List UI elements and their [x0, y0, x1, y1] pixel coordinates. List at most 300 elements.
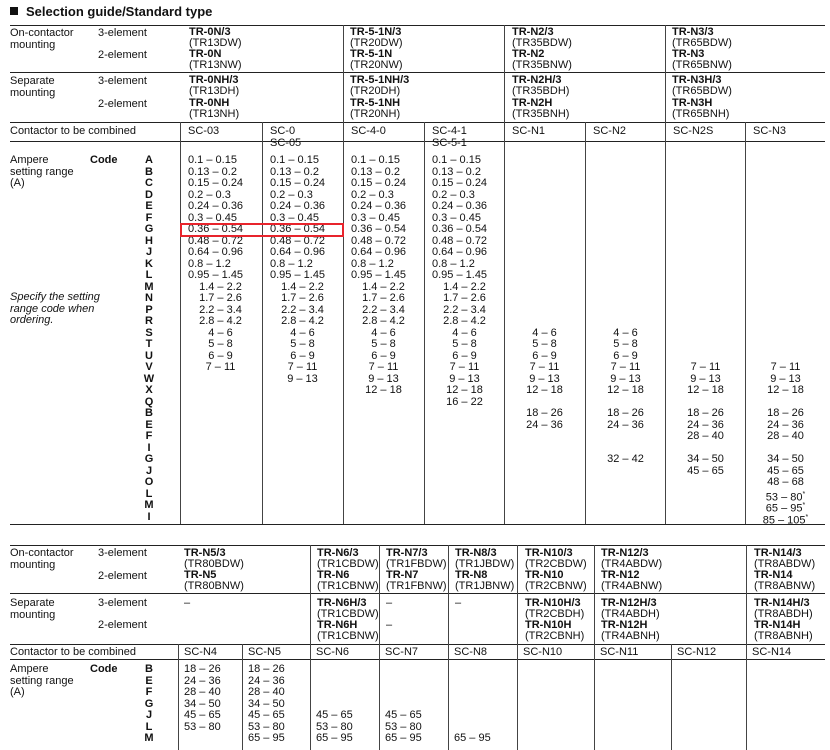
- setting-range-value: 1.4 – 2.2: [362, 280, 405, 293]
- setting-range-value: 24 – 36: [607, 418, 644, 431]
- setting-range-value: 0.64 – 0.96: [188, 246, 244, 258]
- model-number: TR-N14: [754, 569, 793, 581]
- setting-range-value: 0.36 – 0.54: [432, 223, 488, 235]
- setting-range-value: 6 – 9: [613, 349, 638, 362]
- setting-range-value: 12 – 18: [607, 384, 644, 396]
- contactor-name: SC-N5: [248, 646, 282, 658]
- setting-range-value: 34 – 50: [184, 697, 221, 710]
- model-code: (TR35BNH): [512, 108, 570, 120]
- setting-range-value: 0.8 – 1.2: [270, 257, 313, 270]
- model-number: TR-N14H: [754, 619, 801, 631]
- setting-range-value: 0.15 – 0.24: [432, 177, 488, 189]
- setting-range-value: 2.8 – 4.2: [281, 315, 324, 327]
- range-code: F: [145, 686, 153, 698]
- specify-note-line: Specify the setting: [10, 291, 100, 303]
- setting-range-value: 24 – 36: [184, 674, 221, 687]
- model-number: TR-5-1NH/3: [350, 74, 410, 86]
- setting-range-value: 0.1 – 0.15: [432, 154, 481, 166]
- contactor-name: SC-N12: [677, 646, 717, 658]
- setting-range-value: 0.15 – 0.24: [270, 177, 326, 189]
- setting-range-value: 24 – 36: [526, 418, 563, 431]
- model-code: (TR80BNW): [184, 580, 244, 592]
- model-code: (TR1JBNW): [455, 580, 515, 592]
- setting-range-value: 2.2 – 3.4: [362, 303, 405, 316]
- setting-range-value: 0.48 – 0.72: [270, 234, 326, 247]
- setting-range-value: 12 – 18: [767, 384, 804, 396]
- setting-range-value: 34 – 50: [767, 453, 804, 465]
- setting-range-value: 6 – 9: [290, 349, 315, 362]
- dash: –: [184, 597, 191, 609]
- setting-range-value: 18 – 26: [767, 407, 804, 419]
- setting-range-value: 0.1 – 0.15: [351, 154, 400, 166]
- range-code: H: [145, 234, 153, 247]
- setting-range-value: 0.1 – 0.15: [188, 154, 237, 166]
- range-code: O: [144, 476, 154, 488]
- setting-range-value: 0.36 – 0.54: [270, 223, 326, 235]
- dash: –: [386, 619, 393, 631]
- setting-range-value: 7 – 11: [287, 361, 318, 373]
- contactor-name: SC-N6: [316, 646, 350, 658]
- model-number: TR-N14H/3: [754, 597, 810, 609]
- setting-range-value: 9 – 13: [287, 372, 318, 385]
- model-code: (TR20NH): [350, 108, 401, 120]
- setting-range-value: 53 – 80: [248, 720, 285, 733]
- model-code: (TR20DW): [350, 37, 403, 49]
- ampere-label: [10, 664, 74, 699]
- two-element-label: 2-element: [98, 570, 147, 582]
- setting-range-value: 12 – 18: [446, 384, 483, 396]
- setting-range-value: 7 – 11: [368, 361, 399, 373]
- setting-range-value: 2.2 – 3.4: [443, 303, 486, 316]
- model-code: (TR13NW): [189, 59, 242, 71]
- setting-range-value: 0.36 – 0.54: [188, 223, 244, 235]
- range-code: S: [145, 326, 153, 339]
- setting-range-value: 7 – 11: [205, 361, 236, 373]
- model-code: (TR35BNW): [512, 59, 572, 71]
- setting-range-value: 65 – 95: [385, 732, 422, 744]
- ampere-label-line: (A): [10, 177, 25, 189]
- setting-range-value: 45 – 65: [385, 709, 422, 721]
- setting-range-value: 45 – 65: [184, 709, 221, 721]
- model-code: (TR1JBDW): [455, 558, 515, 570]
- column-divider: [448, 545, 449, 750]
- setting-range-value: 34 – 50: [687, 453, 724, 465]
- model-code: (TR20NW): [350, 59, 403, 71]
- model-number: TR-N3: [672, 48, 705, 60]
- model-number: TR-N10H: [525, 619, 572, 631]
- code-header: Code: [90, 663, 118, 675]
- separate-mounting-label-line: mounting: [10, 86, 56, 99]
- setting-range-value: 0.13 – 0.2: [188, 165, 237, 178]
- model-number: TR-N5: [184, 569, 217, 581]
- model-code: (TR1FBNW): [386, 580, 447, 592]
- setting-range-value: 0.24 – 0.36: [270, 200, 326, 212]
- setting-range-value: 53 – 80: [316, 720, 353, 733]
- model-number: TR-0NH/3: [189, 74, 239, 86]
- range-code: E: [145, 200, 153, 212]
- setting-range-value: 4 – 6: [290, 326, 315, 339]
- setting-range-value: 0.36 – 0.54: [351, 223, 407, 235]
- on-contactor-label: [10, 28, 74, 51]
- separate-mounting-label-line: Separate: [10, 75, 55, 87]
- model-number: TR-N3/3: [672, 26, 714, 38]
- model-code: (TR1CBDW): [317, 558, 379, 570]
- model-number: TR-N10H/3: [525, 597, 581, 609]
- range-code: A: [145, 154, 153, 166]
- footnote-marker: *: [802, 490, 806, 498]
- range-code: L: [145, 487, 153, 500]
- setting-range-value: 7 – 11: [770, 361, 801, 373]
- setting-range-value: 65 – 95: [454, 732, 491, 744]
- setting-range-value: 45 – 65: [316, 709, 353, 721]
- column-divider: [504, 25, 505, 524]
- range-code: G: [144, 453, 154, 465]
- separate-mounting-label-line: mounting: [10, 608, 56, 621]
- contactor-name: SC-4-1: [432, 125, 467, 137]
- setting-range-value: 0.95 – 1.45: [188, 269, 244, 281]
- setting-range-value: 6 – 9: [208, 349, 233, 362]
- column-divider: [310, 545, 311, 750]
- specify-note-line: ordering.: [10, 314, 54, 326]
- range-code: B: [145, 663, 153, 675]
- model-number: TR-N2H/3: [512, 74, 562, 86]
- model-code: (TR13DH): [189, 85, 240, 97]
- setting-range-value: 0.48 – 0.72: [432, 234, 488, 247]
- setting-range-value: 2.8 – 4.2: [199, 315, 242, 327]
- setting-range-value: 0.2 – 0.3: [351, 188, 394, 201]
- range-code: I: [147, 510, 151, 523]
- model-number: TR-N6/3: [317, 547, 359, 559]
- model-number: TR-N6H/3: [317, 597, 367, 609]
- setting-range-value: 0.1 – 0.15: [270, 154, 319, 166]
- setting-range-value: 18 – 26: [687, 407, 724, 419]
- contactor-name: SC-N11: [600, 646, 639, 658]
- setting-range-value: 0.48 – 0.72: [188, 234, 244, 247]
- contactor-combined-label: Contactor to be combined: [10, 646, 136, 658]
- model-number: TR-5-1NH: [350, 97, 401, 109]
- setting-range-value: 5 – 8: [371, 338, 396, 350]
- setting-range-value: 0.3 – 0.45: [188, 211, 237, 224]
- setting-range-value: 0.15 – 0.24: [188, 177, 244, 189]
- range-code: W: [143, 372, 155, 385]
- model-number: TR-N6H: [317, 619, 358, 631]
- on-contactor-label: [10, 548, 74, 571]
- model-number: TR-N3H/3: [672, 74, 722, 86]
- ampere-label-line: setting range: [10, 165, 74, 178]
- setting-range-value: 0.2 – 0.3: [270, 188, 313, 201]
- column-divider: [665, 25, 666, 524]
- range-code: P: [145, 303, 153, 316]
- model-code: (TR1CBDW): [317, 608, 379, 620]
- model-number: TR-N2/3: [512, 26, 554, 38]
- three-element-label: 3-element: [98, 27, 147, 39]
- setting-range-value: 18 – 26: [607, 407, 644, 419]
- model-number: TR-N2: [512, 48, 545, 60]
- setting-range-value: 85 – 105*: [762, 513, 809, 527]
- contactor-name: SC-N2: [593, 125, 627, 137]
- model-number: TR-N7/3: [386, 547, 428, 559]
- model-code: (TR8ABDW): [754, 558, 816, 570]
- contactor-name: SC-0: [270, 125, 296, 137]
- model-number: TR-0N: [189, 48, 222, 60]
- setting-range-value: 0.8 – 1.2: [351, 257, 394, 270]
- range-code: J: [145, 246, 153, 258]
- setting-range-value: 5 – 8: [452, 338, 477, 350]
- contactor-name: SC-N10: [523, 646, 563, 658]
- model-number: TR-5-1N: [350, 48, 393, 60]
- table-bottom-rule: [10, 524, 825, 525]
- model-code: (TR4ABNW): [601, 580, 663, 592]
- contactor-name: SC-N3: [753, 125, 787, 137]
- model-code: (TR2CBDW): [525, 558, 587, 570]
- setting-range-value: 16 – 22: [446, 395, 483, 408]
- model-code: (TR35BDH): [512, 85, 570, 97]
- setting-range-value: 0.13 – 0.2: [351, 165, 400, 178]
- range-code: C: [145, 177, 153, 189]
- model-code: (TR2CBNH): [525, 630, 585, 642]
- setting-range-value: 7 – 11: [610, 361, 641, 373]
- setting-range-value: 4 – 6: [208, 326, 233, 339]
- setting-range-value: 4 – 6: [613, 326, 638, 339]
- model-code: (TR13NH): [189, 108, 240, 120]
- model-number: TR-N12H/3: [601, 597, 657, 609]
- model-code: (TR13DW): [189, 37, 242, 49]
- model-number: TR-N14/3: [754, 547, 802, 559]
- setting-range-value: 2.8 – 4.2: [362, 315, 405, 327]
- range-code: G: [144, 697, 154, 710]
- model-number: TR-N12H: [601, 619, 648, 631]
- model-number: TR-N12: [601, 569, 640, 581]
- model-code: (TR8ABDH): [754, 608, 813, 620]
- range-code: M: [144, 732, 154, 744]
- setting-range-value: 1.7 – 2.6: [199, 292, 242, 304]
- range-code: M: [144, 280, 154, 293]
- table-rule: [10, 122, 825, 123]
- setting-range-value: 5 – 8: [532, 338, 557, 350]
- model-number: TR-N2H: [512, 97, 553, 109]
- model-code: (TR65BNH): [672, 108, 730, 120]
- contactor-name: SC-N7: [385, 646, 419, 658]
- model-code: (TR2CBNW): [525, 580, 587, 592]
- range-code: B: [145, 407, 153, 419]
- setting-range-value: 65 – 95*: [765, 502, 806, 515]
- setting-range-value: 18 – 26: [184, 663, 221, 675]
- ampere-label-line: (A): [10, 686, 25, 698]
- setting-range-value: 12 – 18: [365, 384, 402, 396]
- range-code: L: [145, 720, 153, 733]
- column-divider: [178, 644, 179, 750]
- three-element-label: 3-element: [98, 597, 147, 609]
- specify-note: [10, 292, 100, 327]
- range-code: Q: [144, 395, 154, 408]
- model-code: (TR65BDW): [672, 85, 732, 97]
- setting-range-value: 0.64 – 0.96: [432, 246, 488, 258]
- two-element-label: 2-element: [98, 49, 147, 61]
- setting-range-value: 0.24 – 0.36: [432, 200, 488, 212]
- model-code: (TR4ABNH): [601, 630, 660, 642]
- model-number: TR-N5/3: [184, 547, 226, 559]
- setting-range-value: 24 – 36: [248, 674, 285, 687]
- range-code: V: [145, 361, 153, 373]
- table-top-rule: [10, 545, 825, 546]
- contactor-combined-label: Contactor to be combined: [10, 125, 136, 137]
- setting-range-value: 0.64 – 0.96: [270, 246, 326, 258]
- contactor-name: SC-4-0: [351, 125, 386, 137]
- setting-range-value: 7 – 11: [690, 361, 721, 373]
- two-element-label: 2-element: [98, 619, 147, 631]
- setting-range-value: 28 – 40: [184, 686, 221, 698]
- model-code: (TR80BDW): [184, 558, 244, 570]
- setting-range-value: 0.13 – 0.2: [270, 165, 319, 178]
- model-number: TR-N6: [317, 569, 350, 581]
- model-code: (TR65BNW): [672, 59, 732, 71]
- model-number: TR-N8/3: [455, 547, 497, 559]
- on-contactor-label-line: On-contactor: [10, 27, 74, 39]
- table-rule: [10, 593, 825, 594]
- range-code: J: [145, 464, 153, 477]
- highlight-box: [180, 223, 344, 237]
- range-code: N: [145, 292, 153, 304]
- model-code: (TR4ABDW): [601, 558, 663, 570]
- model-code: (TR65BDW): [672, 37, 732, 49]
- setting-range-value: 18 – 26: [526, 407, 563, 419]
- table-rule: [10, 644, 825, 645]
- column-divider: [594, 545, 595, 750]
- page-title: Selection guide/Standard type: [10, 4, 212, 19]
- table-rule: [10, 72, 825, 73]
- setting-range-value: 1.7 – 2.6: [443, 292, 486, 304]
- range-code: E: [145, 674, 153, 687]
- setting-range-value: 0.8 – 1.2: [432, 257, 475, 270]
- range-code: E: [145, 418, 153, 431]
- contactor-name: SC-N14: [752, 646, 792, 658]
- range-code: F: [145, 211, 153, 224]
- setting-range-value: 0.95 – 1.45: [270, 269, 326, 281]
- setting-range-value: 0.64 – 0.96: [351, 246, 407, 258]
- model-number: TR-0NH: [189, 97, 230, 109]
- range-code: G: [144, 223, 154, 235]
- model-code: (TR1FBDW): [386, 558, 447, 570]
- ampere-label-line: Ampere: [10, 663, 49, 675]
- model-number: TR-N10: [525, 569, 564, 581]
- range-code: I: [147, 441, 151, 454]
- setting-range-value: 9 – 13: [368, 372, 399, 385]
- model-code: (TR1CBNW): [317, 580, 379, 592]
- dash: –: [455, 597, 462, 609]
- setting-range-value: 1.7 – 2.6: [362, 292, 405, 304]
- two-element-label: 2-element: [98, 98, 147, 110]
- setting-range-value: 5 – 8: [290, 338, 315, 350]
- setting-range-value: 48 – 68: [767, 476, 804, 488]
- range-code: F: [145, 430, 153, 442]
- model-number: TR-5-1N/3: [350, 26, 402, 38]
- setting-range-value: 0.15 – 0.24: [351, 177, 407, 189]
- model-number: TR-N8: [455, 569, 488, 581]
- setting-range-value: 9 – 13: [449, 372, 480, 385]
- setting-range-value: 34 – 50: [248, 697, 285, 710]
- range-code: K: [145, 257, 153, 270]
- specify-note-line: range code when: [10, 302, 95, 315]
- range-code: J: [145, 709, 153, 721]
- setting-range-value: 0.3 – 0.45: [351, 211, 400, 224]
- model-number: TR-N10/3: [525, 547, 573, 559]
- setting-range-value: 9 – 13: [610, 372, 641, 385]
- contactor-name: SC-N1: [512, 125, 546, 137]
- footnote-marker: *: [805, 513, 809, 521]
- setting-range-value: 6 – 9: [452, 349, 477, 362]
- setting-range-value: 4 – 6: [371, 326, 396, 339]
- square-bullet-icon: [10, 7, 18, 15]
- setting-range-value: 7 – 11: [529, 361, 560, 373]
- model-code: (TR20DH): [350, 85, 401, 97]
- setting-range-value: 65 – 95: [316, 732, 353, 744]
- setting-range-value: 28 – 40: [687, 430, 724, 442]
- setting-range-value: 0.3 – 0.45: [270, 211, 319, 224]
- setting-range-value: 28 – 40: [767, 430, 804, 442]
- setting-range-value: 9 – 13: [690, 372, 721, 385]
- contactor-name: SC-03: [188, 125, 220, 137]
- range-code: M: [144, 499, 154, 511]
- setting-range-value: 2.2 – 3.4: [199, 303, 242, 316]
- model-number: TR-N3H: [672, 97, 713, 109]
- range-code: T: [145, 338, 153, 350]
- column-divider: [517, 545, 518, 750]
- setting-range-value: 5 – 8: [208, 338, 233, 350]
- setting-range-value: 0.2 – 0.3: [188, 188, 231, 201]
- footnote-marker: *: [802, 502, 806, 509]
- setting-range-value: 53 – 80*: [765, 490, 806, 504]
- setting-range-value: 12 – 18: [526, 384, 563, 396]
- setting-range-value: 18 – 26: [248, 663, 285, 675]
- setting-range-value: 4 – 6: [532, 326, 557, 339]
- setting-range-value: 12 – 18: [687, 384, 724, 396]
- setting-range-value: 5 – 8: [613, 338, 638, 350]
- setting-range-value: 9 – 13: [529, 372, 560, 385]
- range-code: X: [145, 384, 153, 396]
- model-number: TR-N12/3: [601, 547, 649, 559]
- setting-range-value: 24 – 36: [767, 418, 804, 431]
- on-contactor-label-line: mounting: [10, 558, 56, 571]
- code-header: Code: [90, 154, 118, 166]
- three-element-label: 3-element: [98, 547, 147, 559]
- setting-range-value: 0.24 – 0.36: [351, 200, 407, 212]
- setting-range-value: 1.4 – 2.2: [281, 280, 324, 293]
- setting-range-value: 0.95 – 1.45: [432, 269, 488, 281]
- setting-range-value: 32 – 42: [607, 453, 644, 465]
- contactor-name: SC-N2S: [673, 125, 714, 137]
- range-code: L: [145, 269, 153, 281]
- on-contactor-label-line: On-contactor: [10, 547, 74, 559]
- model-code: (TR8ABNH): [754, 630, 813, 642]
- contactor-name: SC-N4: [184, 646, 218, 658]
- setting-range-value: 6 – 9: [532, 349, 557, 362]
- setting-range-value: 65 – 95: [248, 732, 285, 744]
- setting-range-value: 53 – 80: [184, 720, 221, 733]
- ampere-label-line: Ampere: [10, 154, 49, 166]
- setting-range-value: 4 – 6: [452, 326, 477, 339]
- ampere-label: [10, 155, 74, 190]
- setting-range-value: 1.4 – 2.2: [443, 280, 486, 293]
- setting-range-value: 0.48 – 0.72: [351, 234, 407, 247]
- setting-range-value: 45 – 65: [687, 464, 724, 477]
- contactor-name: SC-05: [270, 136, 302, 149]
- three-element-label: 3-element: [98, 75, 147, 87]
- separate-mounting-label-line: Separate: [10, 597, 55, 609]
- setting-range-value: 0.95 – 1.45: [351, 269, 407, 281]
- model-code: (TR8ABNW): [754, 580, 816, 592]
- setting-range-value: 28 – 40: [248, 686, 285, 698]
- ampere-label-line: setting range: [10, 674, 74, 687]
